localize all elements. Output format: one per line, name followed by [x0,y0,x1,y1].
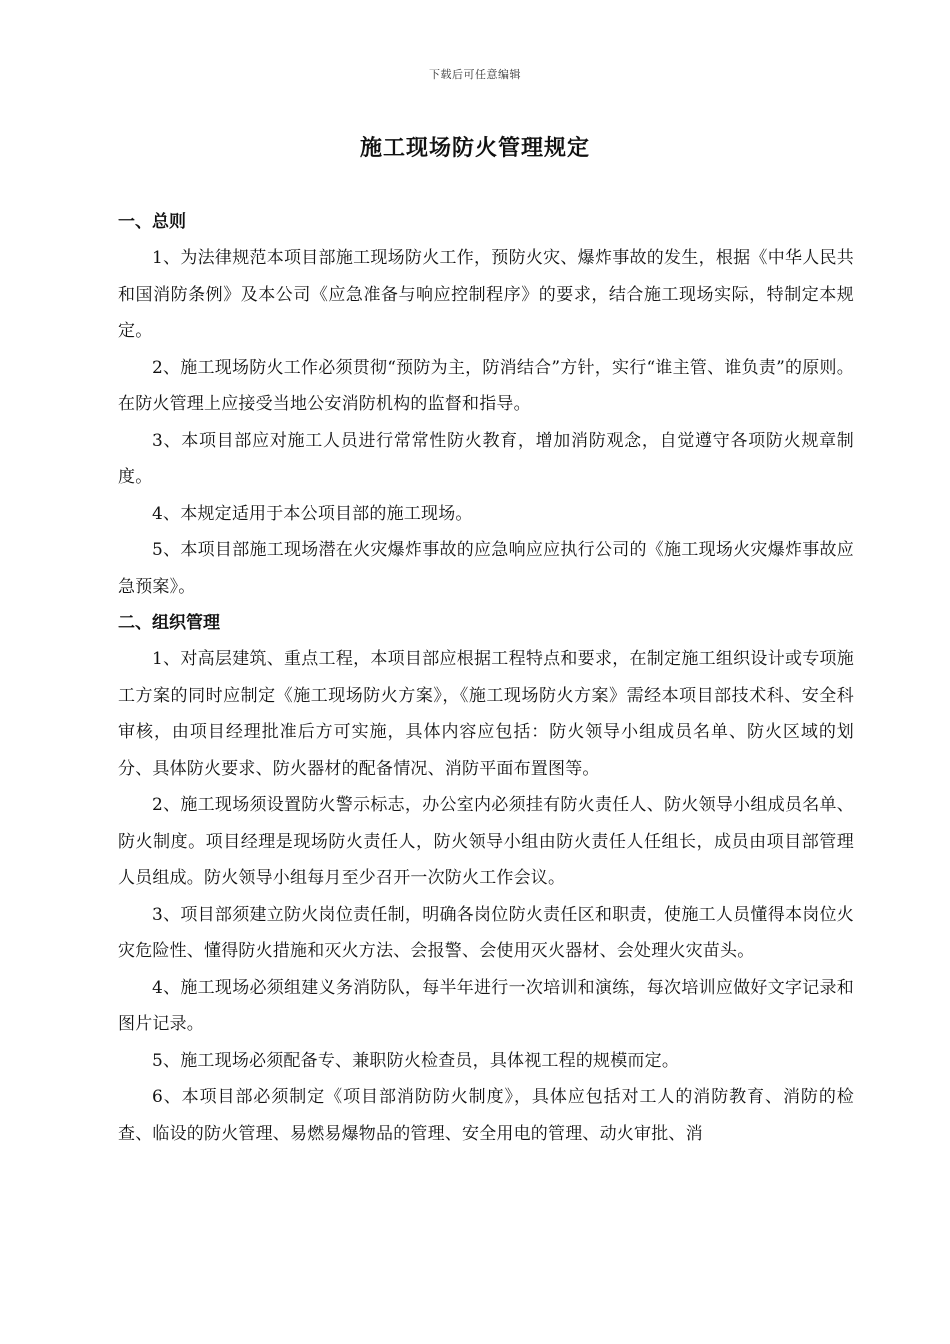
paragraph: 3、项目部须建立防火岗位责任制，明确各岗位防火责任区和职责，使施工人员懂得本岗位火灾危险性、懂得防火措施和灭火方法、会报警、会使用灭火器材、会处理火灾苗头。 [118,904,854,961]
paragraph: 4、施工现场必须组建义务消防队，每半年进行一次培训和演练，每次培训应做好文字记录和图片记录。 [118,977,854,1034]
header-note: 下载后可任意编辑 [429,68,521,81]
paragraph: 1、为法律规范本项目部施工现场防火工作，预防火灾、爆炸事故的发生，根据《中华人民共和国消防条例》及本公司《应急准备与响应控制程序》的要求，结合施工现场实际，特制定本规定。 [118,248,854,341]
paragraph: 5、本项目部施工现场潜在火灾爆炸事故的应急响应应执行公司的《施工现场火灾爆炸事故应急预案》。 [118,540,854,597]
paragraph: 2、施工现场须设置防火警示标志，办公室内必须挂有防火责任人、防火领导小组成员名单、防火制度。项目经理是现场防火责任人，防火领导小组由防火责任人任组长，成员由项目部管理人员组成。防火领导小组每月至少召开一次防火工作会议。 [118,795,854,888]
document-body [118,204,854,1152]
document-title: 施工现场防火管理规定 [359,135,590,161]
section-heading-organization: 二、组织管理 [118,613,220,633]
paragraph: 4、本规定适用于本公项目部的施工现场。 [152,503,473,524]
paragraph: 1、对高层建筑、重点工程，本项目部应根据工程特点和要求，在制定施工组织设计或专项施工方案的同时应制定《施工现场防火方案》，《施工现场防火方案》需经本项目部技术科、安全科审核，由项目经理批准后方可实施，具体内容应包括：防火领导小组成员名单、防火区域的划分、具体防火要求、防火器材的配备情况、消防平面布置图等。 [118,649,854,779]
paragraph: 5、施工现场必须配备专、兼职防火检查员，具体视工程的规模而定。 [152,1050,680,1071]
paragraph: 3、本项目部应对施工人员进行常常性防火教育，增加消防观念，自觉遵守各项防火规章制度。 [118,430,854,487]
section-heading-general: 一、总则 [118,212,186,232]
paragraph: 6、本项目部必须制定《项目部消防防火制度》，具体应包括对工人的消防教育、消防的检查、临设的防火管理、易燃易爆物品的管理、安全用电的管理、动火审批、消 [118,1087,854,1144]
paragraph: 2、施工现场防火工作必须贯彻“预防为主，防消结合”方针，实行“谁主管、谁负责”的原则。在防火管理上应接受当地公安消防机构的监督和指导。 [118,357,854,414]
